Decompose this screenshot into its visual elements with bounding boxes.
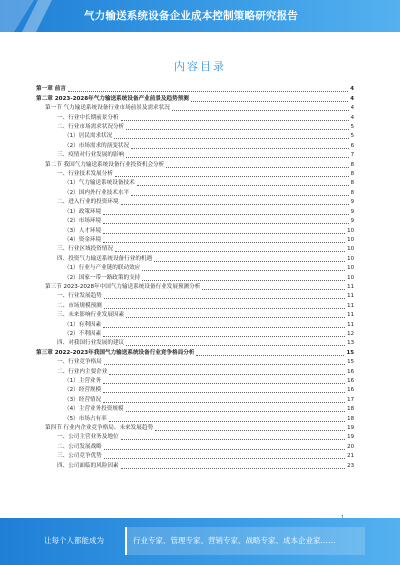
- toc-entry-page: 10: [347, 274, 354, 281]
- toc-entry-text: （3）人才环境: [64, 227, 102, 234]
- toc-entry-page: 4: [350, 86, 354, 93]
- toc-entry[interactable]: [36, 292, 354, 301]
- toc-entry-text: （1）政策环境: [64, 208, 102, 215]
- toc-leader-dots: [142, 280, 345, 281]
- toc-entry-text: 一、行业竞争格局: [57, 359, 102, 366]
- toc-entry[interactable]: [36, 283, 354, 292]
- toc-leader-dots: [131, 195, 348, 196]
- toc-leader-dots: [154, 261, 345, 262]
- toc-entry[interactable]: [36, 123, 354, 132]
- toc-entry-page: 8: [350, 161, 354, 168]
- toc-entry-text: 四、公司面临的风险因素: [57, 462, 119, 469]
- toc-leader-dots: [104, 449, 345, 450]
- toc-leader-dots: [121, 439, 346, 440]
- toc-leader-dots: [131, 148, 348, 149]
- toc-entry[interactable]: [36, 179, 354, 188]
- toc-entry-text: 第一章 前言: [36, 86, 66, 93]
- toc-leader-dots: [202, 289, 345, 290]
- toc-entry[interactable]: [36, 330, 354, 339]
- toc-entry-page: 4: [350, 95, 354, 102]
- toc-entry-text: （5）市场占有率: [64, 415, 107, 422]
- toc-leader-dots: [126, 157, 348, 158]
- toc-entry[interactable]: [36, 348, 354, 357]
- toc-entry[interactable]: [36, 198, 354, 207]
- toc-entry-page: 21: [347, 453, 354, 460]
- toc-leader-dots: [172, 110, 349, 111]
- toc-entry-text: （2）不利因素: [64, 330, 102, 337]
- toc-entry-text: 二、进入行业的投资环境: [57, 199, 119, 206]
- toc-entry-text: （1）有利因素: [64, 321, 102, 328]
- toc-entry[interactable]: [36, 377, 354, 386]
- toc-entry-page: 10: [347, 246, 354, 253]
- toc-entry[interactable]: [36, 301, 354, 310]
- report-header-banner: [0, 0, 400, 32]
- toc-leader-dots: [121, 468, 346, 469]
- toc-entry[interactable]: [36, 254, 354, 263]
- toc-entry-page: 15: [346, 349, 354, 356]
- toc-entry-text: （2）国内外行业技术水平: [64, 189, 130, 196]
- toc-entry[interactable]: [36, 132, 354, 141]
- toc-entry[interactable]: [36, 433, 354, 442]
- toc-entry-text: （2）市场环境: [64, 218, 102, 225]
- toc-entry-page: 8: [350, 171, 354, 178]
- toc-entry[interactable]: [36, 245, 354, 254]
- toc-leader-dots: [115, 176, 349, 177]
- toc-entry[interactable]: [36, 264, 354, 273]
- toc-entry-page: 11: [347, 283, 354, 290]
- toc-entry-page: 9: [350, 208, 354, 215]
- toc-leader-dots: [103, 242, 345, 243]
- toc-leader-dots: [104, 298, 345, 299]
- toc-entry-text: （2）国家一带一路政策的支持: [64, 274, 141, 281]
- toc-entry-page: 11: [347, 293, 354, 300]
- toc-entry-text: （2）市场需求的演变状况: [64, 142, 130, 149]
- toc-entry[interactable]: [36, 226, 354, 235]
- toc-entry[interactable]: [36, 94, 354, 103]
- toc-leader-dots: [68, 91, 348, 92]
- toc-leader-dots: [142, 270, 345, 271]
- toc-entry-page: 8: [350, 189, 354, 196]
- toc-entry[interactable]: [36, 141, 354, 150]
- toc-entry[interactable]: [36, 160, 354, 169]
- toc-entry-page: 23: [347, 462, 354, 469]
- toc-entry[interactable]: [36, 217, 354, 226]
- toc-entry-text: 第二节 我国气力输送系统设备行业投资机会分析: [45, 161, 165, 168]
- toc-entry-page: 19: [347, 425, 354, 432]
- toc-leader-dots: [126, 317, 345, 318]
- toc-entry[interactable]: [36, 236, 354, 245]
- toc-entry-page: 9: [350, 218, 354, 225]
- toc-entry-text: 三、行业区域投资情况: [57, 246, 113, 253]
- toc-leader-dots: [104, 458, 345, 459]
- toc-entry-text: 三、公司竞争优势: [57, 453, 102, 460]
- toc-entry[interactable]: [36, 311, 354, 320]
- toc-leader-dots: [103, 402, 345, 403]
- toc-entry-page: 10: [347, 227, 354, 234]
- toc-entry-text: 第一节 气力输送系统设备行业市场前景及需求状况: [45, 105, 170, 112]
- toc-entry-text: （2）经营规模: [64, 387, 102, 394]
- toc-entry-page: 17: [347, 396, 354, 403]
- toc-entry-text: 二、行业市场需求状况分析: [57, 124, 125, 131]
- toc-entry-text: （1）气力输送系统设备技术: [64, 180, 135, 187]
- toc-entry[interactable]: [36, 424, 354, 433]
- toc-entry-page: 7: [350, 152, 354, 159]
- toc-entry[interactable]: [36, 452, 354, 461]
- toc-entry-page: 13: [347, 340, 354, 347]
- toc-leader-dots: [109, 374, 345, 375]
- toc-entry-page: 8: [350, 180, 354, 187]
- toc-entry-page: 11: [347, 302, 354, 309]
- table-of-contents: [36, 85, 354, 471]
- toc-leader-dots: [196, 355, 344, 356]
- toc-entry-page: 16: [347, 387, 354, 394]
- toc-entry-page: 20: [347, 443, 354, 450]
- toc-leader-dots: [114, 138, 348, 139]
- toc-leader-dots: [137, 185, 349, 186]
- toc-entry[interactable]: [36, 273, 354, 282]
- toc-entry-page: 18: [347, 406, 354, 413]
- toc-entry[interactable]: [36, 386, 354, 395]
- toc-leader-dots: [104, 308, 345, 309]
- toc-entry-page: 11: [347, 321, 354, 328]
- toc-entry[interactable]: [36, 395, 354, 404]
- toc-entry-page: 16: [347, 368, 354, 375]
- header-accent-shape: [0, 0, 60, 32]
- toc-entry-text: （3）经营情况: [64, 396, 102, 403]
- toc-entry[interactable]: [36, 170, 354, 179]
- report-footer-banner: [0, 518, 400, 565]
- toc-leader-dots: [126, 129, 348, 130]
- toc-entry-page: 19: [347, 434, 354, 441]
- toc-entry-text: 第二章 2023-2028年气力输送系统设备产业前景及趋势预测: [36, 95, 189, 102]
- toc-entry-page: 12: [347, 330, 354, 337]
- toc-entry-text: 三、疫情对行业发展的影响: [57, 152, 125, 159]
- toc-entry-text: （1）行业与产业链的联动效应: [64, 265, 141, 272]
- toc-entry-text: 一、行业技术发展分析: [57, 171, 113, 178]
- toc-entry-text: （4）主营业务投资规模: [64, 406, 124, 413]
- toc-entry[interactable]: [36, 414, 354, 423]
- toc-entry-page: 16: [347, 378, 354, 384]
- toc-leader-dots: [121, 204, 349, 205]
- toc-entry-text: 二、行业内主要企业: [57, 368, 108, 375]
- toc-title: 内容目录: [174, 60, 226, 73]
- toc-entry[interactable]: [36, 113, 354, 122]
- toc-leader-dots: [121, 120, 349, 121]
- toc-entry[interactable]: [36, 442, 354, 451]
- toc-entry-page: 5: [350, 124, 354, 131]
- toc-entry[interactable]: [36, 461, 354, 470]
- toc-entry[interactable]: [36, 320, 354, 329]
- toc-entry[interactable]: [36, 207, 354, 216]
- toc-entry-text: 二、市场规模预测: [57, 302, 102, 309]
- toc-entry-text: （1）主营业务: [64, 378, 102, 384]
- toc-entry-text: （4）资金环境: [64, 236, 102, 243]
- toc-leader-dots: [103, 233, 345, 234]
- toc-entry[interactable]: [36, 188, 354, 197]
- toc-entry[interactable]: [36, 367, 354, 376]
- toc-entry-text: 第三节 2023-2028年中国气力输送系统设备行业发展预测分析: [45, 283, 201, 290]
- toc-entry[interactable]: [36, 339, 354, 348]
- toc-leader-dots: [109, 421, 345, 422]
- toc-entry-text: 一、行业发展趋势: [57, 293, 102, 300]
- toc-leader-dots: [103, 327, 345, 328]
- toc-entry-page: 11: [347, 312, 354, 319]
- toc-leader-dots: [103, 223, 348, 224]
- toc-entry-text: 一、行业中长期前景分析: [57, 114, 119, 121]
- toc-entry-text: 四、投资气力输送系统设备行业的机遇: [57, 255, 153, 262]
- toc-leader-dots: [103, 336, 345, 337]
- toc-entry[interactable]: [36, 151, 354, 160]
- toc-leader-dots: [103, 392, 345, 393]
- toc-entry-page: 9: [350, 199, 354, 206]
- toc-entry-text: 二、公司发展战略: [57, 443, 102, 450]
- toc-entry-page: 4: [350, 105, 354, 112]
- toc-leader-dots: [166, 167, 348, 168]
- toc-entry-text: 四、对我国行业发展的建议: [57, 340, 125, 347]
- toc-entry[interactable]: [36, 405, 354, 414]
- toc-leader-dots: [103, 214, 348, 215]
- footer-slogan-roles: 行业专家、管理专家、营销专家、战略专家、成本企业家……: [133, 536, 336, 545]
- toc-entry[interactable]: [36, 104, 354, 113]
- toc-entry-page: 15: [347, 359, 354, 366]
- toc-entry-page: 6: [350, 142, 354, 149]
- toc-entry-text: （1）居民需求状况: [64, 133, 113, 140]
- toc-entry-text: 第四节 行业内企业竞争格局、未来发展趋势: [45, 425, 154, 432]
- toc-entry-page: 10: [347, 265, 354, 272]
- toc-leader-dots: [126, 345, 345, 346]
- toc-entry[interactable]: [36, 358, 354, 367]
- toc-leader-dots: [104, 364, 345, 365]
- footer-slogan: 让每个人都能成为: [44, 536, 104, 545]
- toc-leader-dots: [115, 251, 345, 252]
- toc-leader-dots: [155, 430, 345, 431]
- toc-entry-page: 4: [350, 114, 354, 121]
- toc-entry-page: 10: [347, 236, 354, 243]
- toc-leader-dots: [191, 101, 348, 102]
- toc-entry-page: 10: [347, 255, 354, 262]
- toc-entry-text: 三、未来影响行业发展因素: [57, 312, 125, 319]
- toc-leader-dots: [126, 411, 346, 412]
- toc-entry-page: 18: [347, 415, 354, 422]
- toc-entry-text: 第三章 2022-2023年我国气力输送系统设备行业竞争格局分析: [36, 349, 195, 356]
- report-title: 气力输送系统设备企业成本控制策略研究报告: [84, 10, 298, 22]
- toc-entry[interactable]: [36, 85, 354, 94]
- toc-entry-text: 一、公司主营业务及地位: [57, 434, 119, 441]
- toc-entry-page: 5: [350, 133, 354, 140]
- toc-leader-dots: [103, 383, 345, 384]
